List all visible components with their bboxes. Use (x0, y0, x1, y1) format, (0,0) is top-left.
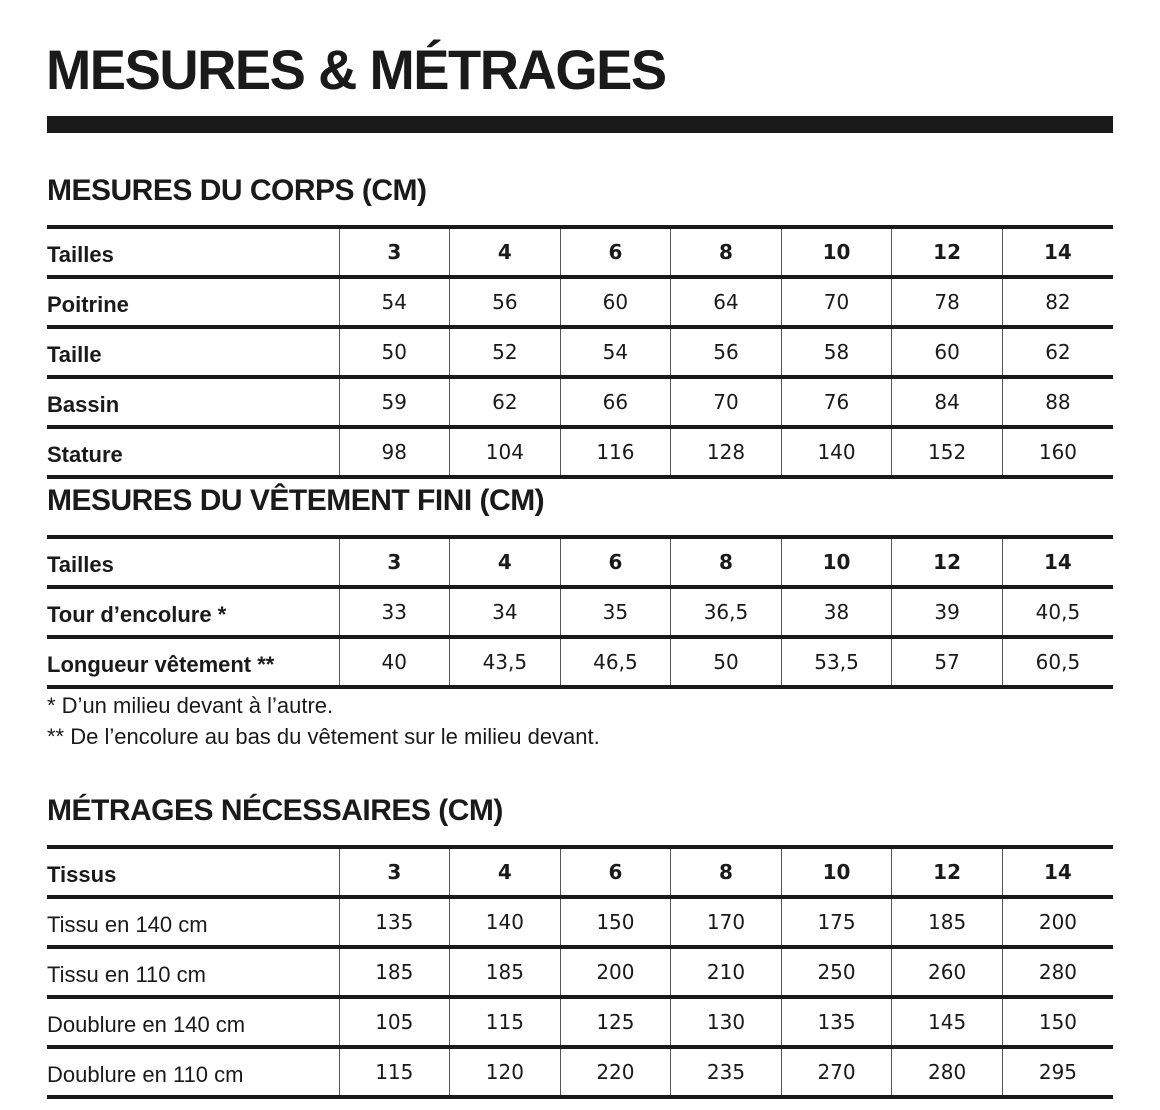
size-header: 8 (671, 537, 782, 587)
cell-value: 98 (339, 427, 450, 477)
cell-value: 135 (781, 997, 892, 1047)
row-label: Doublure en 140 cm (47, 997, 339, 1047)
table-header-row (47, 537, 1113, 587)
cell-value: 170 (671, 897, 782, 947)
size-header: 12 (892, 537, 1003, 587)
cell-value: 210 (671, 947, 782, 997)
cell-value: 295 (1002, 1047, 1113, 1097)
cell-value: 58 (781, 327, 892, 377)
cell-value: 53,5 (781, 637, 892, 687)
fabric-requirements-table (47, 845, 1113, 1099)
size-header: 14 (1002, 227, 1113, 277)
footnote-2: ** De l’encolure au bas du vêtement sur le milieu devant. (47, 724, 600, 749)
size-header: 3 (339, 227, 450, 277)
header-label: Tailles (47, 227, 339, 277)
cell-value: 135 (339, 897, 450, 947)
cell-value: 185 (892, 897, 1003, 947)
body-measurements-table (47, 225, 1113, 479)
footnote-1: * D’un milieu devant à l’autre. (47, 693, 334, 718)
cell-value: 82 (1002, 277, 1113, 327)
section-title-fabric-requirements: MÉTRAGES NÉCESSAIRES (CM) (47, 794, 503, 827)
cell-value: 50 (671, 637, 782, 687)
cell-value: 66 (560, 377, 671, 427)
finished-garment-table (47, 535, 1113, 689)
cell-value: 34 (450, 587, 561, 637)
cell-value: 60 (892, 327, 1003, 377)
cell-value: 76 (781, 377, 892, 427)
cell-value: 78 (892, 277, 1003, 327)
cell-value: 185 (339, 947, 450, 997)
table-row (47, 327, 1113, 377)
table-header-row (47, 227, 1113, 277)
table-row (47, 427, 1113, 477)
cell-value: 39 (892, 587, 1003, 637)
row-label: Taille (47, 327, 339, 377)
cell-value: 270 (781, 1047, 892, 1097)
cell-value: 105 (339, 997, 450, 1047)
size-header: 6 (560, 847, 671, 897)
cell-value: 54 (560, 327, 671, 377)
row-label: Stature (47, 427, 339, 477)
cell-value: 62 (1002, 327, 1113, 377)
table-row (47, 947, 1113, 997)
cell-value: 235 (671, 1047, 782, 1097)
cell-value: 40 (339, 637, 450, 687)
cell-value: 56 (450, 277, 561, 327)
cell-value: 200 (1002, 897, 1113, 947)
cell-value: 104 (450, 427, 561, 477)
title-divider-bar (47, 116, 1113, 133)
cell-value: 36,5 (671, 587, 782, 637)
cell-value: 128 (671, 427, 782, 477)
cell-value: 54 (339, 277, 450, 327)
cell-value: 185 (450, 947, 561, 997)
section-title-body-measurements: MESURES DU CORPS (CM) (47, 174, 427, 207)
size-header: 10 (781, 847, 892, 897)
row-label: Doublure en 110 cm (47, 1047, 339, 1097)
cell-value: 200 (560, 947, 671, 997)
page-title: MESURES & MÉTRAGES (46, 38, 666, 101)
size-header: 8 (671, 227, 782, 277)
cell-value: 115 (339, 1047, 450, 1097)
cell-value: 62 (450, 377, 561, 427)
cell-value: 250 (781, 947, 892, 997)
cell-value: 120 (450, 1047, 561, 1097)
footnotes (47, 690, 600, 752)
size-header: 14 (1002, 847, 1113, 897)
cell-value: 160 (1002, 427, 1113, 477)
cell-value: 57 (892, 637, 1003, 687)
cell-value: 60,5 (1002, 637, 1113, 687)
size-header: 6 (560, 227, 671, 277)
size-header: 12 (892, 227, 1003, 277)
cell-value: 152 (892, 427, 1003, 477)
cell-value: 116 (560, 427, 671, 477)
size-header: 10 (781, 537, 892, 587)
row-label: Longueur vêtement ** (47, 637, 339, 687)
table-row (47, 637, 1113, 687)
table-row (47, 377, 1113, 427)
table-header-row (47, 847, 1113, 897)
cell-value: 43,5 (450, 637, 561, 687)
size-header: 4 (450, 537, 561, 587)
size-header: 12 (892, 847, 1003, 897)
size-header: 14 (1002, 537, 1113, 587)
cell-value: 220 (560, 1047, 671, 1097)
table-row (47, 1047, 1113, 1097)
table-row (47, 587, 1113, 637)
cell-value: 70 (671, 377, 782, 427)
cell-value: 175 (781, 897, 892, 947)
cell-value: 150 (560, 897, 671, 947)
size-header: 6 (560, 537, 671, 587)
size-header: 4 (450, 227, 561, 277)
cell-value: 46,5 (560, 637, 671, 687)
row-label: Tour d’encolure * (47, 587, 339, 637)
size-header: 3 (339, 847, 450, 897)
size-header: 3 (339, 537, 450, 587)
cell-value: 125 (560, 997, 671, 1047)
header-label: Tissus (47, 847, 339, 897)
cell-value: 35 (560, 587, 671, 637)
cell-value: 40,5 (1002, 587, 1113, 637)
row-label: Poitrine (47, 277, 339, 327)
section-title-finished-garment: MESURES DU VÊTEMENT FINI (CM) (47, 484, 545, 517)
table-row (47, 997, 1113, 1047)
size-header: 10 (781, 227, 892, 277)
row-label: Bassin (47, 377, 339, 427)
cell-value: 280 (892, 1047, 1003, 1097)
cell-value: 130 (671, 997, 782, 1047)
cell-value: 140 (781, 427, 892, 477)
size-header: 4 (450, 847, 561, 897)
cell-value: 88 (1002, 377, 1113, 427)
cell-value: 84 (892, 377, 1003, 427)
row-label: Tissu en 140 cm (47, 897, 339, 947)
table-row (47, 897, 1113, 947)
cell-value: 145 (892, 997, 1003, 1047)
size-header: 8 (671, 847, 782, 897)
cell-value: 115 (450, 997, 561, 1047)
cell-value: 52 (450, 327, 561, 377)
header-label: Tailles (47, 537, 339, 587)
cell-value: 33 (339, 587, 450, 637)
cell-value: 70 (781, 277, 892, 327)
cell-value: 150 (1002, 997, 1113, 1047)
cell-value: 60 (560, 277, 671, 327)
cell-value: 280 (1002, 947, 1113, 997)
cell-value: 260 (892, 947, 1003, 997)
cell-value: 56 (671, 327, 782, 377)
cell-value: 50 (339, 327, 450, 377)
cell-value: 59 (339, 377, 450, 427)
table-row (47, 277, 1113, 327)
row-label: Tissu en 110 cm (47, 947, 339, 997)
cell-value: 38 (781, 587, 892, 637)
cell-value: 140 (450, 897, 561, 947)
cell-value: 64 (671, 277, 782, 327)
